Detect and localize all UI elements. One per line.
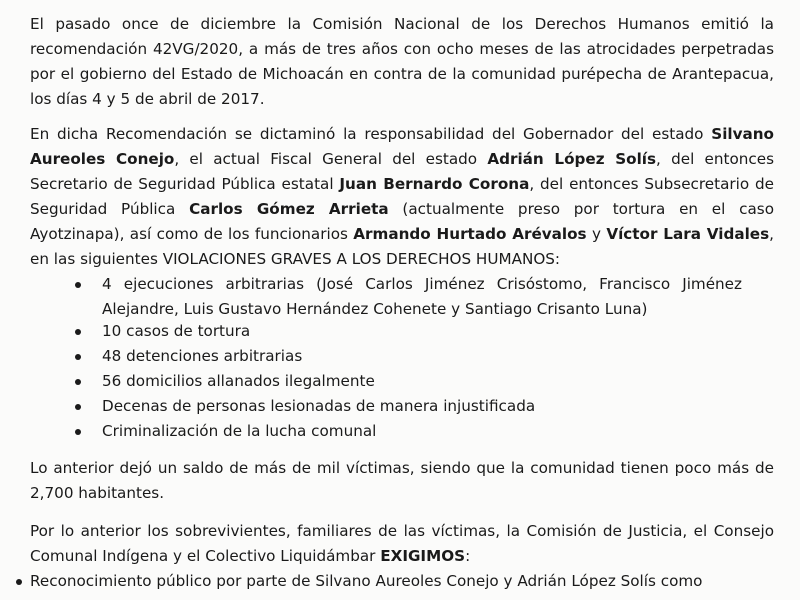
paragraph-victims-text: Lo anterior dejó un saldo de más de mil víctimas, siendo que la comunidad tienen poco más de 2,700 habitantes.: [30, 459, 774, 502]
text-segment: , el actual Fiscal General del estado: [174, 150, 488, 168]
text-segment: , en las siguientes VIOLACIONES GRAVES A LOS DERECHOS HUMANOS:: [30, 225, 774, 268]
bullet-icon: [75, 329, 81, 335]
paragraph-intro: [30, 12, 774, 112]
exigimos-heading: EXIGIMOS: [380, 547, 466, 565]
name-governor: Silvano Aureoles Conejo: [30, 125, 774, 168]
paragraph-demands-intro: [30, 519, 774, 569]
bullet-icon: [75, 429, 81, 435]
bullet-icon: [75, 282, 81, 288]
text-segment: :: [465, 547, 471, 565]
text-segment: , del entonces Subsecretario de Seguridad Pública: [30, 175, 774, 218]
paragraph-intro-text: El pasado once de diciembre la Comisión Nacional de los Derechos Humanos emitió la recomendación 42VG/2020, a más de tres años con ocho meses de las atrocidades perpetradas por el gobierno del Estado de Michoacán en contra de la comunidad purépecha de Arantepacua, los días 4 y 5 de abril de 2017.: [30, 15, 774, 108]
paragraph-responsibility: [30, 122, 774, 272]
bullet-icon: [16, 579, 22, 585]
name-secretary: Juan Bernardo Corona: [339, 175, 530, 193]
text-segment: (actualmente preso por tortura en el caso Ayotzinapa), así como de los funcionarios: [30, 200, 774, 243]
list-item-text: 48 detenciones arbitrarias: [102, 347, 303, 365]
paragraph-victims: [30, 456, 774, 506]
list-item-text: 56 domicilios allanados ilegalmente: [102, 372, 375, 390]
bullet-icon: [75, 379, 81, 385]
name-official-2: Víctor Lara Vidales: [606, 225, 770, 243]
text-segment: Por lo anterior los sobrevivientes, familiares de las víctimas, la Comisión de Justicia, el Consejo Comunal Indígena y el Colectivo Liquidámbar: [30, 522, 774, 565]
text-segment: En dicha Recomendación se dictaminó la responsabilidad del Gobernador del estado: [30, 125, 712, 143]
bullet-icon: [75, 404, 81, 410]
list-item-text: Reconocimiento público por parte de Silvano Aureoles Conejo y Adrián López Solís como: [30, 572, 703, 590]
text-segment: y: [586, 225, 607, 243]
list-item-text: Criminalización de la lucha comunal: [102, 422, 377, 440]
name-official-1: Armando Hurtado Arévalos: [353, 225, 587, 243]
name-subsecretary: Carlos Gómez Arrieta: [189, 200, 389, 218]
list-item-text: Decenas de personas lesionadas de manera injustificada: [102, 397, 536, 415]
list-item-text: 4 ejecuciones arbitrarias (José Carlos Jiménez Crisóstomo, Francisco Jiménez Alejandre, Luis Gustavo Hernández Cohenete y Santiago Crisanto Luna): [102, 275, 742, 318]
name-fiscal: Adrián López Solís: [487, 150, 657, 168]
list-item-text: 10 casos de tortura: [102, 322, 251, 340]
bullet-icon: [75, 354, 81, 360]
text-segment: , del entonces Secretario de Seguridad Pública estatal: [30, 150, 774, 193]
